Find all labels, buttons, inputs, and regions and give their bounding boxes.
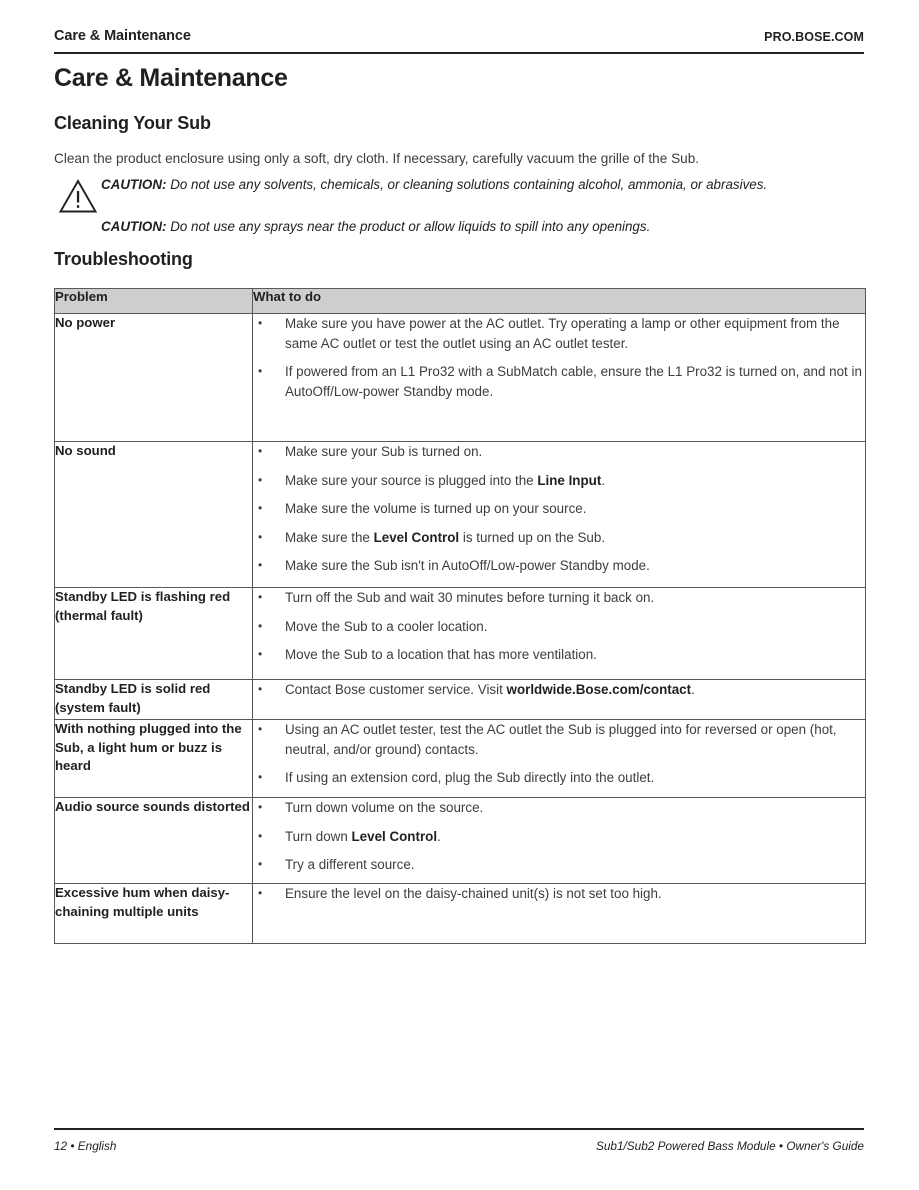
problem-cell: Excessive hum when daisy-chaining multiple units xyxy=(55,884,253,944)
solution-text: . xyxy=(691,682,695,697)
running-header xyxy=(54,28,864,54)
table-row xyxy=(55,314,866,442)
section-heading-troubleshooting: Troubleshooting xyxy=(54,249,193,269)
caution-label-1: CAUTION: xyxy=(101,177,167,192)
caution-note-2 xyxy=(101,217,866,237)
solution-text: Turn down xyxy=(285,828,352,844)
solution-item xyxy=(253,720,865,759)
table-body xyxy=(55,314,866,944)
table-row xyxy=(55,884,866,944)
problem-cell: With nothing plugged into the Sub, a light hum or buzz is heard xyxy=(55,720,253,798)
solution-text: Make sure the Sub isn't in AutoOff/Low-power Standby mode. xyxy=(285,558,650,573)
solution-item xyxy=(253,855,865,875)
what-to-do-cell xyxy=(253,314,866,442)
footer-page-number: 12 • English xyxy=(54,1139,117,1153)
solution-text: Make sure the xyxy=(285,529,374,545)
what-to-do-cell xyxy=(253,798,866,884)
footer-document-title: Sub1/Sub2 Powered Bass Module • Owner's Guide xyxy=(595,1139,864,1153)
problem-cell: Audio source sounds distorted xyxy=(55,798,253,884)
solution-text: Turn off the Sub and wait 30 minutes before turning it back on. xyxy=(285,590,655,605)
caution-note-1 xyxy=(101,175,866,195)
solution-item xyxy=(253,617,865,637)
solution-item xyxy=(253,362,865,401)
table-header-row xyxy=(55,289,866,314)
solution-text: Contact Bose customer service. Visit xyxy=(285,682,507,697)
running-header-site: PRO.BOSE.COM xyxy=(764,30,864,44)
solution-list xyxy=(253,884,865,904)
table-row xyxy=(55,798,866,884)
caution-text-1: Do not use any solvents, chemicals, or cleaning solutions containing alcohol, ammonia, or abrasives. xyxy=(166,177,768,192)
table-row xyxy=(55,720,866,798)
footer-rule xyxy=(54,1128,864,1130)
solution-text: Make sure your source is plugged into the xyxy=(285,472,538,488)
caution-text-2: Do not use any sprays near the product or allow liquids to spill into any openings. xyxy=(166,219,651,234)
problem-cell: No sound xyxy=(55,442,253,588)
table-row xyxy=(55,588,866,680)
solution-text: If powered from an L1 Pro32 with a SubMatch cable, ensure the L1 Pro32 is turned on, and not in AutoOff/Low-power Standby mode. xyxy=(285,364,862,399)
solution-item xyxy=(253,556,865,576)
solution-text: Make sure you have power at the AC outlet. Try operating a lamp or other equipment from the same AC outlet or test the outlet using an AC outlet tester. xyxy=(285,316,840,351)
emphasis-text: Level Control xyxy=(373,529,460,545)
what-to-do-cell xyxy=(253,720,866,798)
solution-list xyxy=(253,442,865,576)
table-row xyxy=(55,680,866,720)
problem-cell: Standby LED is flashing red (thermal fault) xyxy=(55,588,253,680)
column-header-what-to-do: What to do xyxy=(253,289,866,314)
solution-item xyxy=(253,471,865,491)
solution-list xyxy=(253,588,865,665)
solution-list xyxy=(253,680,865,700)
solution-item xyxy=(253,827,865,847)
solution-text: Using an AC outlet tester, test the AC outlet the Sub is plugged into for reversed or open (hot, neutral, and/or ground) contacts. xyxy=(285,722,837,757)
table-header xyxy=(55,289,866,314)
solution-text: Move the Sub to a cooler location. xyxy=(285,618,488,634)
solution-text: . xyxy=(601,472,606,488)
problem-cell: Standby LED is solid red (system fault) xyxy=(55,680,253,720)
solution-text: If using an extension cord, plug the Sub directly into the outlet. xyxy=(285,770,655,785)
what-to-do-cell xyxy=(253,442,866,588)
solution-text: . xyxy=(437,828,441,844)
problem-cell: No power xyxy=(55,314,253,442)
emphasis-text: Line Input xyxy=(537,472,602,488)
solution-item xyxy=(253,314,865,353)
cleaning-paragraph: Clean the product enclosure using only a soft, dry cloth. If necessary, carefully vacuum the grille of the Sub. xyxy=(54,151,700,166)
solution-text: Turn down volume on the source. xyxy=(285,800,484,815)
solution-item xyxy=(253,588,865,608)
solution-list xyxy=(253,720,865,788)
solution-text: Make sure the volume is turned up on your source. xyxy=(285,501,587,516)
solution-list xyxy=(253,314,865,401)
solution-list xyxy=(253,798,865,875)
solution-item xyxy=(253,499,865,519)
solution-item xyxy=(253,768,865,788)
running-header-title: Care & Maintenance xyxy=(54,28,191,44)
solution-text: is turned up on the Sub. xyxy=(459,529,606,545)
solution-item xyxy=(253,528,865,548)
warning-triangle-icon xyxy=(58,178,98,214)
solution-item xyxy=(253,645,865,665)
header-rule xyxy=(54,52,864,54)
section-heading-cleaning: Cleaning Your Sub xyxy=(54,113,211,133)
what-to-do-cell xyxy=(253,680,866,720)
what-to-do-cell xyxy=(253,884,866,944)
solution-text: Try a different source. xyxy=(285,857,415,872)
caution-label-2: CAUTION: xyxy=(101,219,167,234)
solution-text: Make sure your Sub is turned on. xyxy=(285,444,483,459)
solution-item xyxy=(253,680,865,700)
what-to-do-cell xyxy=(253,588,866,680)
solution-item xyxy=(253,798,865,818)
table-row xyxy=(55,442,866,588)
troubleshooting-table xyxy=(54,288,866,944)
column-header-problem: Problem xyxy=(55,289,253,314)
page-title: Care & Maintenance xyxy=(54,64,288,92)
solution-text: Ensure the level on the daisy-chained unit(s) is not set too high. xyxy=(285,886,662,901)
emphasis-text: Level Control xyxy=(351,828,438,844)
solution-text: Move the Sub to a location that has more ventilation. xyxy=(285,647,597,662)
solution-item xyxy=(253,884,865,904)
solution-item xyxy=(253,442,865,462)
emphasis-text: worldwide.Bose.com/contact xyxy=(506,682,692,697)
